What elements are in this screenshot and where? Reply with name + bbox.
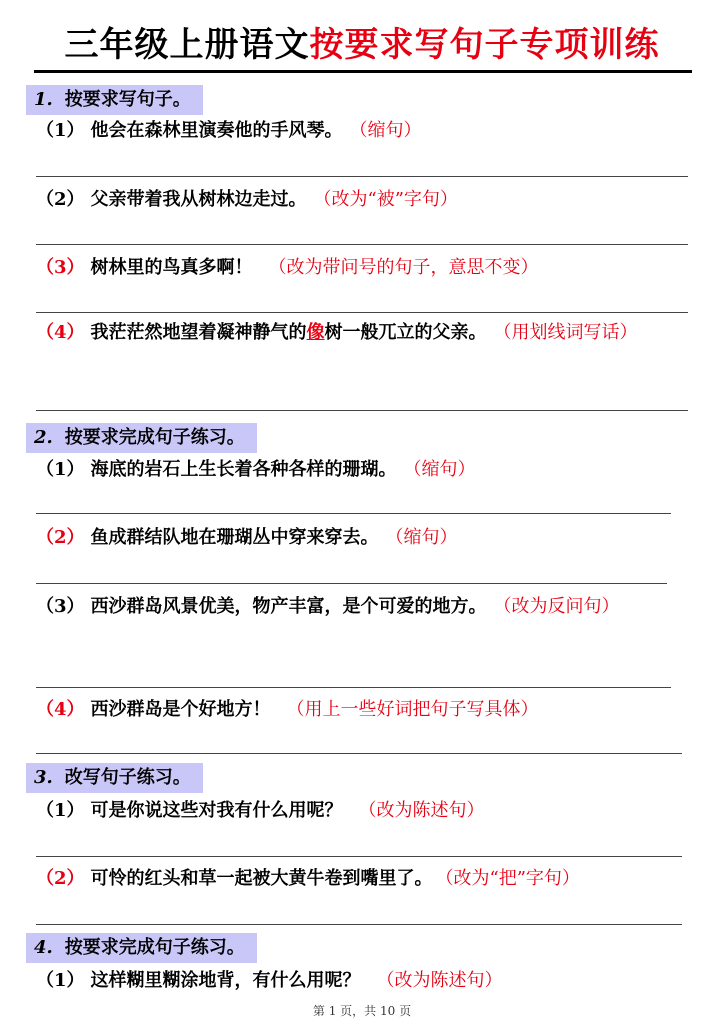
section-title: 按要求完成句子练习。 bbox=[64, 937, 245, 958]
underlined-word: 像 bbox=[306, 322, 325, 343]
question-number: （1） bbox=[36, 970, 85, 991]
question-text: 西沙群岛是个好地方！ bbox=[90, 699, 271, 720]
title-part-1: 三年级上册语文 bbox=[64, 25, 310, 65]
question-number: （2） bbox=[36, 868, 85, 889]
question-number: （3） bbox=[36, 257, 85, 278]
question-text: 可怜的红头和草一起被大黄牛卷到嘴里了。 bbox=[90, 868, 433, 889]
answer-line[interactable] bbox=[36, 924, 682, 925]
question-2-4 bbox=[36, 693, 694, 727]
section-number: 2. bbox=[34, 427, 53, 448]
question-text-cont: 树一般兀立的父亲。 bbox=[324, 322, 487, 343]
question-text: 树林里的鸟真多啊！ bbox=[90, 257, 253, 278]
title-underline bbox=[34, 70, 692, 73]
question-requirement: （改为反问句） bbox=[502, 596, 620, 617]
question-number: （2） bbox=[36, 189, 85, 210]
question-1-3 bbox=[36, 251, 694, 285]
question-1-1 bbox=[36, 114, 694, 148]
question-requirement: （改为带问号的句子，意思不变） bbox=[268, 257, 539, 278]
question-text: 他会在森林里演奏他的手风琴。 bbox=[90, 120, 343, 141]
section-number: 1. bbox=[34, 89, 53, 110]
question-requirement: （改为陈述句） bbox=[358, 800, 485, 821]
question-2-1 bbox=[36, 453, 694, 487]
question-requirement: （用划线词写话） bbox=[502, 322, 638, 343]
question-text: 鱼成群结队地在珊瑚丛中穿来穿去。 bbox=[90, 527, 379, 548]
section-1-heading bbox=[26, 85, 203, 115]
page-footer: 第 1 页，共 10 页 bbox=[312, 1004, 412, 1018]
question-1-4 bbox=[36, 316, 694, 350]
question-requirement: （改为“把”字句） bbox=[444, 868, 580, 889]
question-3-1 bbox=[36, 794, 694, 828]
answer-line[interactable] bbox=[36, 244, 688, 245]
question-text: 父亲带着我从树林边走过。 bbox=[90, 189, 307, 210]
question-requirement: （缩句） bbox=[358, 120, 422, 141]
section-title: 改写句子练习。 bbox=[64, 767, 191, 788]
question-1-2 bbox=[36, 183, 694, 217]
section-title: 按要求写句子。 bbox=[64, 89, 191, 110]
section-title: 按要求完成句子练习。 bbox=[64, 427, 245, 448]
answer-line[interactable] bbox=[36, 312, 688, 313]
question-number: （4） bbox=[36, 699, 85, 720]
section-number: 3. bbox=[34, 767, 53, 788]
question-requirement: （缩句） bbox=[412, 459, 476, 480]
question-2-2 bbox=[36, 521, 694, 555]
answer-line[interactable] bbox=[36, 410, 688, 411]
section-4-heading bbox=[26, 933, 257, 963]
question-number: （3） bbox=[36, 596, 85, 617]
section-number: 4. bbox=[34, 937, 53, 958]
question-requirement: （缩句） bbox=[394, 527, 458, 548]
title-part-2: 按要求写句子专项训练 bbox=[309, 25, 660, 65]
question-requirement: （改为“被”字句） bbox=[322, 189, 458, 210]
question-4-1 bbox=[36, 964, 694, 998]
answer-line[interactable] bbox=[36, 583, 667, 584]
question-2-3 bbox=[36, 590, 694, 624]
answer-line[interactable] bbox=[36, 176, 688, 177]
question-number: （1） bbox=[36, 800, 85, 821]
answer-line[interactable] bbox=[36, 513, 671, 514]
question-text: 西沙群岛风景优美，物产丰富，是个可爱的地方。 bbox=[90, 596, 487, 617]
question-requirement: （改为陈述句） bbox=[376, 970, 503, 991]
answer-line[interactable] bbox=[36, 856, 682, 857]
question-requirement: （用上一些好词把句子写具体） bbox=[286, 699, 539, 720]
question-text: 海底的岩石上生长着各种各样的珊瑚。 bbox=[90, 459, 397, 480]
question-number: （4） bbox=[36, 322, 85, 343]
question-text: 这样糊里糊涂地背，有什么用呢？ bbox=[90, 970, 361, 991]
section-2-heading bbox=[26, 423, 257, 453]
page-title bbox=[0, 22, 724, 68]
question-number: （1） bbox=[36, 459, 85, 480]
question-text: 我茫茫然地望着凝神静气的 bbox=[90, 322, 307, 343]
section-3-heading bbox=[26, 763, 203, 793]
answer-line[interactable] bbox=[36, 687, 671, 688]
question-number: （2） bbox=[36, 527, 85, 548]
answer-line[interactable] bbox=[36, 753, 682, 754]
question-number: （1） bbox=[36, 120, 85, 141]
question-3-2 bbox=[36, 862, 694, 896]
question-text: 可是你说这些对我有什么用呢？ bbox=[90, 800, 343, 821]
